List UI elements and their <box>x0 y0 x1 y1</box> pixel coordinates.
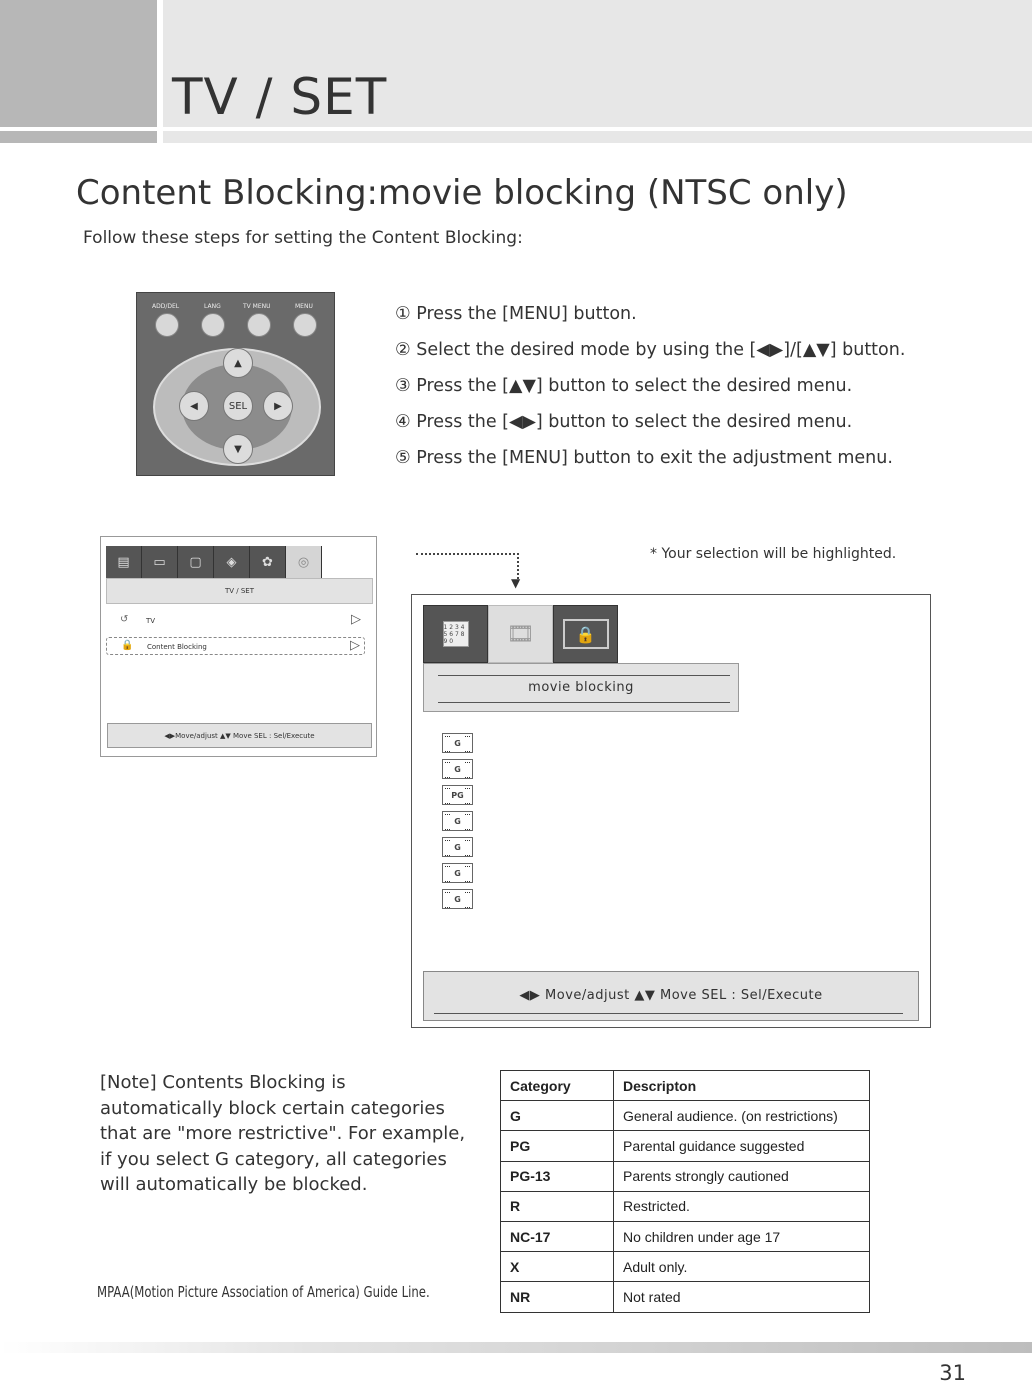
remote-left-key: ◀ <box>179 391 209 421</box>
step-item: ⑤ Press the [MENU] button to exit the adjustment menu. <box>395 448 893 468</box>
submenu-arrow-icon: ▷ <box>351 612 361 627</box>
tv-set-tab-icon: ◎ <box>286 546 322 578</box>
rating-g-icon: G <box>442 811 473 831</box>
screen-tab-icon: ▭ <box>142 546 178 578</box>
table-row <box>501 1282 870 1312</box>
pointer-line-horizontal <box>416 553 519 555</box>
footer-rule <box>434 1013 903 1014</box>
page-number: 31 <box>939 1361 966 1383</box>
submenu-arrow-icon: ▷ <box>350 638 360 653</box>
column-header: Descripton <box>614 1071 870 1101</box>
header-rule <box>438 702 730 703</box>
osd-row-label: TV <box>146 617 156 625</box>
rating-g-icon: G <box>442 733 473 753</box>
header-rule-left <box>0 131 157 143</box>
rating-category: PG-13 <box>501 1161 614 1191</box>
table-row <box>501 1252 870 1282</box>
rating-category: NR <box>501 1282 614 1312</box>
osd-small-footer: ◀▶Move/adjust ▲▼ Move SEL : Sel/Execute <box>107 723 372 748</box>
remote-label-menu: MENU <box>295 303 313 310</box>
table-row <box>501 1161 870 1191</box>
lock-icon: 🔒 <box>121 640 134 651</box>
osd-large-footer <box>423 971 919 1021</box>
header-gray-block <box>0 0 157 127</box>
sound-tab-icon: ◈ <box>214 546 250 578</box>
settings-tab-icon: ✿ <box>250 546 286 578</box>
step-item: ② Select the desired mode by using the [◀▶]/[▲▼] button. <box>395 340 906 360</box>
osd-row-label: Content Blocking <box>147 643 207 651</box>
rating-category: X <box>501 1252 614 1282</box>
remote-control-image <box>136 292 335 476</box>
remote-right-key: ▶ <box>263 391 293 421</box>
rating-description: General audience. (on restrictions) <box>614 1101 870 1131</box>
osd-large-footer-text: ◀▶ Move/adjust ▲▼ Move SEL : Sel/Execute <box>519 988 823 1003</box>
rating-description: Restricted. <box>614 1191 870 1221</box>
osd-large-title: movie blocking <box>528 680 634 695</box>
lock-icon: 🔒 <box>563 619 609 649</box>
remote-label-tvmenu: TV MENU <box>243 303 271 310</box>
remote-adddel-button <box>155 313 179 337</box>
osd-large-tabs <box>423 605 618 663</box>
step-item: ④ Press the [◀▶] button to select the desired menu. <box>395 412 853 432</box>
remote-menu-button <box>293 313 317 337</box>
rating-g-icon: G <box>442 863 473 883</box>
osd-row-tv <box>106 612 365 630</box>
rating-description: Not rated <box>614 1282 870 1312</box>
remote-down-key: ▼ <box>223 434 253 464</box>
remote-sel-key: SEL <box>223 391 253 421</box>
step-item: ① Press the [MENU] button. <box>395 304 637 324</box>
size-tab-icon: ▢ <box>178 546 214 578</box>
osd-small-tabs <box>106 546 324 578</box>
rating-description: Parental guidance suggested <box>614 1131 870 1161</box>
remote-dpad <box>153 348 321 466</box>
rating-category: PG <box>501 1131 614 1161</box>
rating-category: R <box>501 1191 614 1221</box>
table-row <box>501 1221 870 1251</box>
steps-list <box>395 304 905 484</box>
table-header-row <box>501 1071 870 1101</box>
page-title: TV / SET <box>172 68 388 126</box>
highlight-note: * Your selection will be highlighted. <box>650 546 897 562</box>
picture-tab-icon: ▤ <box>106 546 142 578</box>
footer-bar <box>0 1342 1032 1353</box>
column-header: Category <box>501 1071 614 1101</box>
osd-movie-blocking-screen <box>411 594 931 1028</box>
header-rule <box>438 675 730 676</box>
section-title: Content Blocking:movie blocking (NTSC only) <box>76 173 848 213</box>
section-intro: Follow these steps for setting the Content Blocking: <box>83 228 523 248</box>
remote-label-adddel: ADD/DEL <box>152 303 180 310</box>
table-row <box>501 1101 870 1131</box>
tv-refresh-icon: ↺ <box>120 614 129 625</box>
table-row <box>501 1191 870 1221</box>
channel-tab <box>423 605 488 663</box>
rating-g-icon: G <box>442 889 473 909</box>
osd-small-header <box>106 578 373 604</box>
mpaa-rating-table <box>500 1070 870 1313</box>
osd-large-header <box>423 663 739 712</box>
rating-category: NC-17 <box>501 1221 614 1251</box>
remote-lang-button <box>201 313 225 337</box>
lock-tab <box>553 605 618 663</box>
remote-label-lang: LANG <box>204 303 221 310</box>
osd-row-content-blocking <box>106 637 365 655</box>
remote-tvmenu-button <box>247 313 271 337</box>
blocking-note: [Note] Contents Blocking is automatically block certain categories that are "more restrictive". For example, if you select G category, all categories will automatically be blocked. <box>100 1072 466 1196</box>
rating-pg-icon: PG <box>442 785 473 805</box>
movie-tab <box>488 605 553 663</box>
remote-up-key: ▲ <box>223 348 253 378</box>
step-item: ③ Press the [▲▼] button to select the desired menu. <box>395 376 853 396</box>
header-rule-right <box>163 131 1032 143</box>
pointer-arrow-icon: ▼ <box>511 576 521 590</box>
rating-g-icon: G <box>442 759 473 779</box>
rating-description: Adult only. <box>614 1252 870 1282</box>
table-row <box>501 1131 870 1161</box>
film-reel-icon: 🎞 <box>506 621 535 647</box>
rating-category: G <box>501 1101 614 1131</box>
mpaa-caption: MPAA(Motion Picture Association of America) Guide Line. <box>97 1283 430 1301</box>
osd-small-title: TV / SET <box>224 587 254 595</box>
keypad-icon: 1 2 3 4 5 6 7 8 9 0 <box>443 621 469 647</box>
rating-g-icon: G <box>442 837 473 857</box>
rating-description: No children under age 17 <box>614 1221 870 1251</box>
osd-tv-set-screen <box>100 536 377 757</box>
rating-description: Parents strongly cautioned <box>614 1161 870 1191</box>
